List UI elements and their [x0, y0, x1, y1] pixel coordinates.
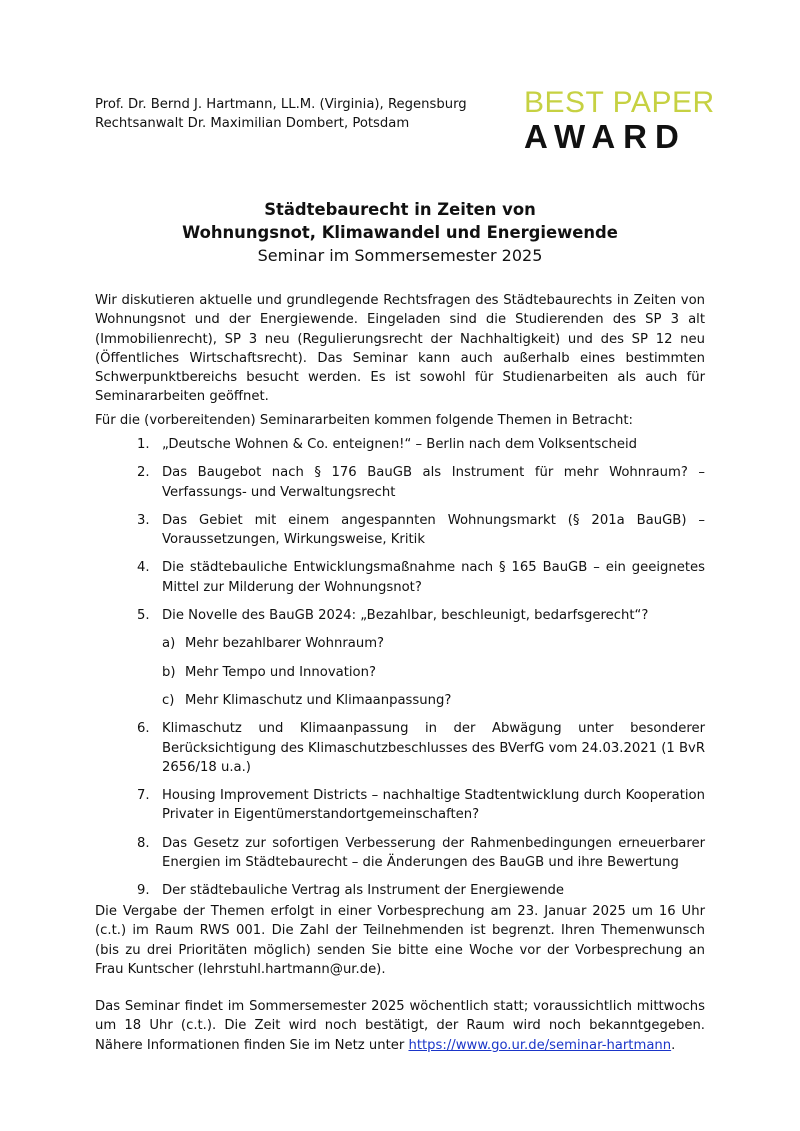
topic-item	[95, 558, 705, 597]
topic-number: 7.	[137, 788, 150, 804]
seminar-website-link[interactable]: https://www.go.ur.de/seminar-hartmann	[408, 1037, 672, 1053]
subtopic-letter: b)	[162, 664, 176, 680]
topic-number: 3.	[137, 512, 150, 528]
topic-text: Die städtebauliche Entwicklungsmaßnahme nach § 165 BauGB – ein geeignetes Mittel zur Milderung der Wohnungsnot?	[162, 560, 705, 595]
topic-text: Das Gebiet mit einem angespannten Wohnungsmarkt (§ 201a BauGB) – Voraussetzungen, Wirkungsweise, Kritik	[162, 512, 705, 548]
topic-number: 5.	[137, 608, 150, 624]
topic-item	[95, 834, 705, 873]
topic-text: Housing Improvement Districts – nachhaltige Stadtentwicklung durch Kooperation Privater in Eigentümerstandortgemeinschaften?	[162, 788, 705, 823]
topic-number: 2.	[137, 465, 150, 481]
author-line: Prof. Dr. Bernd J. Hartmann, LL.M. (Virginia), Regensburg	[95, 97, 467, 112]
topic-item	[95, 606, 705, 625]
best-paper-award-logo	[524, 88, 715, 153]
subtopic-letter: a)	[162, 636, 176, 652]
topic-text: Das Baugebot nach § 176 BauGB als Instrument für mehr Wohnraum? – Verfassungs- und Verwaltungsrecht	[162, 465, 705, 500]
schedule-suffix: .	[671, 1037, 676, 1053]
title-line-2: Wohnungsnot, Klimawandel und Energiewende	[182, 223, 618, 242]
topic-number: 8.	[137, 835, 150, 851]
topic-text: Der städtebauliche Vertrag als Instrument der Energiewende	[162, 883, 565, 899]
topic-item	[95, 435, 705, 454]
topics-intro: Für die (vorbereitenden) Seminararbeiten kommen folgende Themen in Betracht:	[95, 413, 633, 428]
title-line-1: Städtebaurecht in Zeiten von	[264, 200, 536, 219]
topic-list	[95, 435, 705, 910]
topic-text: Das Gesetz zur sofortigen Verbesserung der Rahmenbedingungen erneuerbarer Energien im Städtebaurecht – die Änderungen des BauGB und ihre Bewertung	[162, 835, 705, 871]
topic-text: „Deutsche Wohnen & Co. enteignen!“ – Berlin nach dem Volksentscheid	[162, 437, 638, 452]
schedule-paragraph	[95, 997, 705, 1055]
topic-item	[95, 881, 705, 900]
topic-item	[95, 786, 705, 825]
subtopic-item	[95, 634, 705, 653]
assignment-paragraph: Die Vergabe der Themen erfolgt in einer Vorbesprechung am 23. Januar 2025 um 16 Uhr (c.t.) im Raum RWS 001. Die Zahl der Teilnehmenden ist begrenzt. Ihren Themenwunsch (bis zu drei Prioritäten möglich) senden Sie bitte eine Woche vor der Vorbesprechung an Frau Kuntscher (lehrstuhl.hartmann@ur.de).	[95, 904, 705, 977]
schedule-text: Das Seminar findet im Sommersemester 2025 wöchentlich statt; voraussichtlich mittwochs um 18 Uhr (c.t.). Die Zeit wird noch bestätigt, der Raum wird noch bekanntgegeben. Nähere Informationen finden Sie im Netz unter	[95, 999, 705, 1053]
subtopic-letter: c)	[162, 692, 175, 708]
topic-item	[95, 463, 705, 502]
topic-item	[95, 719, 705, 777]
topic-item	[95, 511, 705, 550]
topic-number: 4.	[137, 560, 150, 576]
subtopic-item	[95, 663, 705, 682]
topic-number: 6.	[137, 721, 150, 737]
subtopic-item	[95, 691, 705, 710]
topic-number: 1.	[137, 437, 150, 452]
subtitle: Seminar im Sommersemester 2025	[257, 246, 543, 265]
authors-block	[95, 95, 467, 133]
author-line: Rechtsanwalt Dr. Maximilian Dombert, Potsdam	[95, 116, 410, 131]
logo-line-best-paper: BEST PAPER	[524, 86, 715, 119]
intro-paragraph: Wir diskutieren aktuelle und grundlegende Rechtsfragen des Städtebaurechts in Zeiten von Wohnungsnot und der Energiewende. Eingeladen sind die Studierenden des SP 3 alt (Immobilienrecht), SP 3 neu (Regulierungsrecht der Nachhaltigkeit) und des SP 12 neu (Öffentliches Wirtschaftsrecht). Das Seminar kann auch außerhalb eines bestimmten Schwerpunktbereichs besucht werden. Es ist sowohl für Studienarbeiten als auch für Seminararbeiten geöffnet.	[95, 293, 705, 405]
topic-number: 9.	[137, 883, 150, 899]
document-title	[0, 198, 800, 267]
subtopic-text: Mehr Tempo und Innovation?	[185, 664, 376, 680]
topic-text: Die Novelle des BauGB 2024: „Bezahlbar, beschleunigt, bedarfsgerecht“?	[162, 608, 649, 624]
subtopic-text: Mehr Klimaschutz und Klimaanpassung?	[185, 692, 452, 708]
topic-text: Klimaschutz und Klimaanpassung in der Abwägung unter besonderer Berücksichtigung des Klimaschutzbeschlusses des BVerfG vom 24.03.2021 (1 BvR 2656/18 u.a.)	[162, 721, 705, 775]
logo-line-award: AWARD	[524, 118, 687, 155]
subtopic-text: Mehr bezahlbarer Wohnraum?	[185, 636, 385, 652]
